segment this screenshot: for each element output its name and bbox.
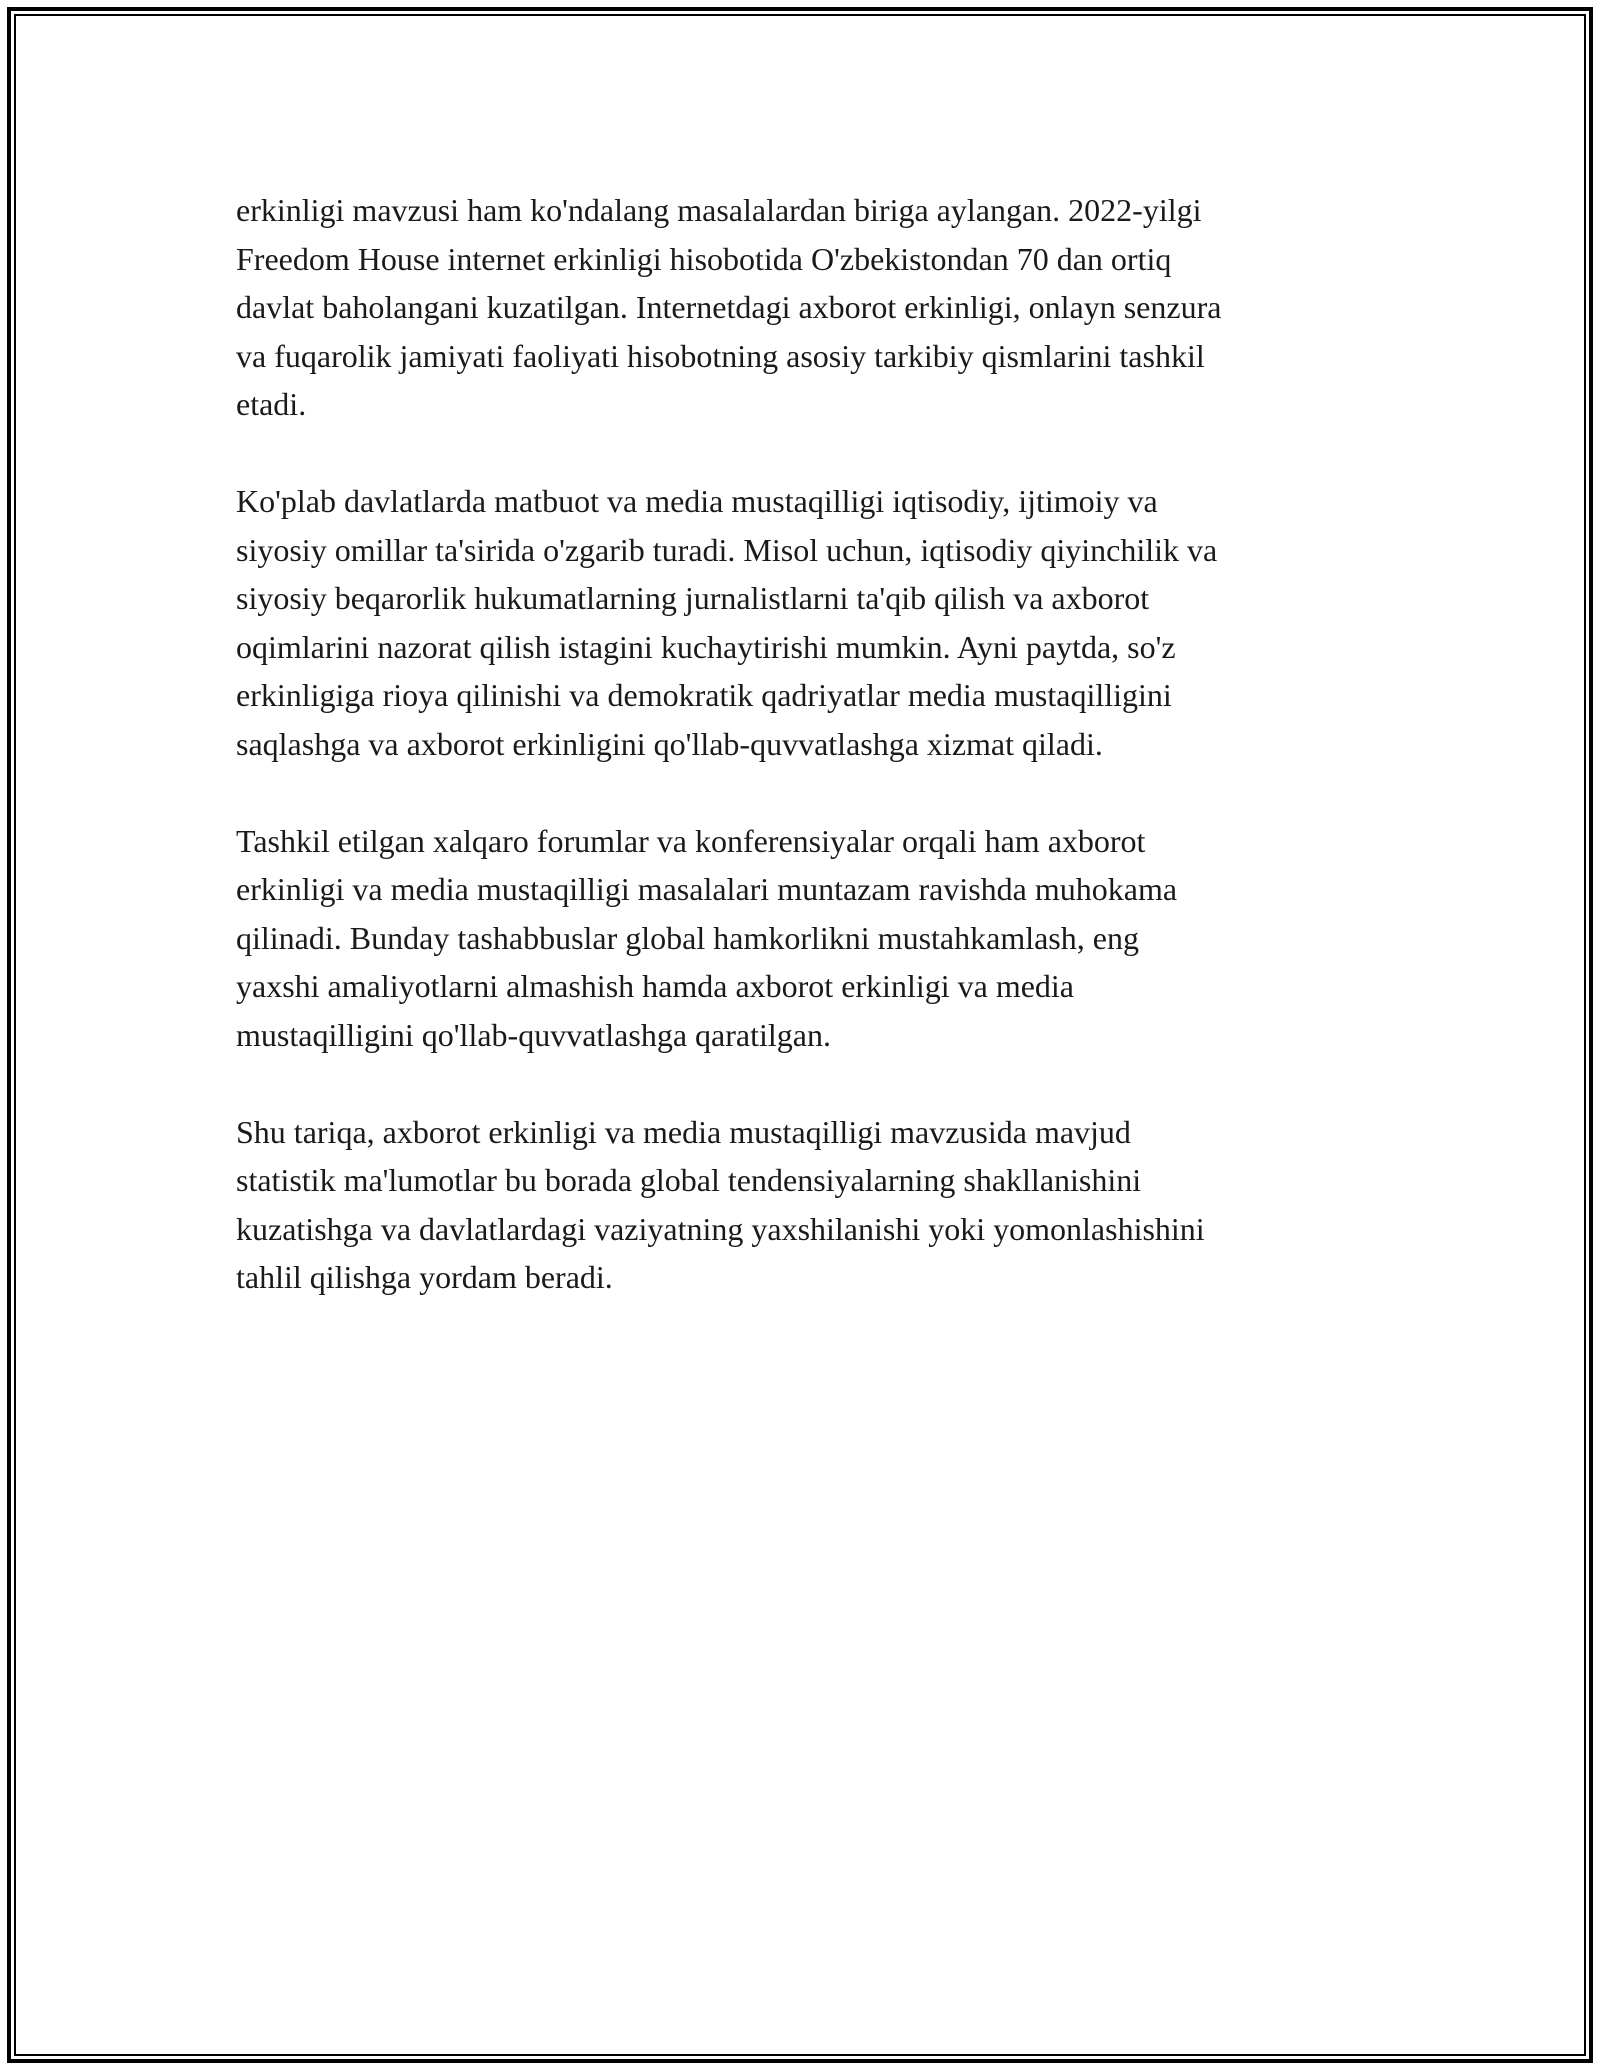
text-line: Tashkil etilgan xalqaro forumlar va konferensiyalar orqali ham axborot [236,822,1146,859]
paragraph-1 [236,186,1386,429]
text-line: etadi. [236,386,307,422]
document-body [236,186,1386,1350]
text-line: siyosiy omillar ta'sirida o'zgarib turadi. Misol uchun, iqtisodiy qiyinchilik va [236,531,1218,568]
text-line: mustaqilligini qo'llab-quvvatlashga qaratilgan. [236,1016,831,1053]
paragraph-3 [236,817,1386,1060]
text-line: erkinligi mavzusi ham ko'ndalang masalalardan biriga aylangan. 2022-yilgi [236,192,1202,228]
paragraph-4 [236,1108,1386,1302]
text-line: erkinligi va media mustaqilligi masalalari muntazam ravishda muhokama [236,871,1178,907]
text-line: qilinadi. Bunday tashabbuslar global hamkorlikni mustahkamlash, eng [236,919,1139,956]
text-line: tahlil qilishga yordam beradi. [236,1259,613,1295]
text-line: davlat baholangani kuzatilgan. Internetdagi axborot erkinligi, onlayn senzura [236,289,1222,325]
text-line: Shu tariqa, axborot erkinligi va media mustaqilligi mavzusida mavjud [236,1113,1131,1150]
paragraph-2 [236,477,1386,768]
text-line: yaxshi amaliyotlarni almashish hamda axborot erkinligi va media [236,968,1074,1004]
text-line: va fuqarolik jamiyati faoliyati hisobotning asosiy tarkibiy qismlarini tashkil [236,337,1205,374]
text-line: erkinligiga rioya qilinishi va demokratik qadriyatlar media mustaqilligini [236,677,1172,713]
text-line: saqlashga va axborot erkinligini qo'llab-quvvatlashga xizmat qiladi. [236,725,1103,762]
text-line: oqimlarini nazorat qilish istagini kuchaytirishi mumkin. Ayni paytda, so'z [236,628,1176,665]
text-line: statistik ma'lumotlar bu borada global tendensiyalarning shakllanishini [236,1162,1142,1198]
text-line: Freedom House internet erkinligi hisobotida O'zbekistondan 70 dan ortiq [236,240,1172,277]
text-line: kuzatishga va davlatlardagi vaziyatning yaxshilanishi yoki yomonlashishini [236,1210,1205,1247]
text-line: Ko'plab davlatlarda matbuot va media mustaqilligi iqtisodiy, ijtimoiy va [236,483,1158,519]
text-line: siyosiy beqarorlik hukumatlarning jurnalistlarni ta'qib qilish va axborot [236,580,1150,616]
